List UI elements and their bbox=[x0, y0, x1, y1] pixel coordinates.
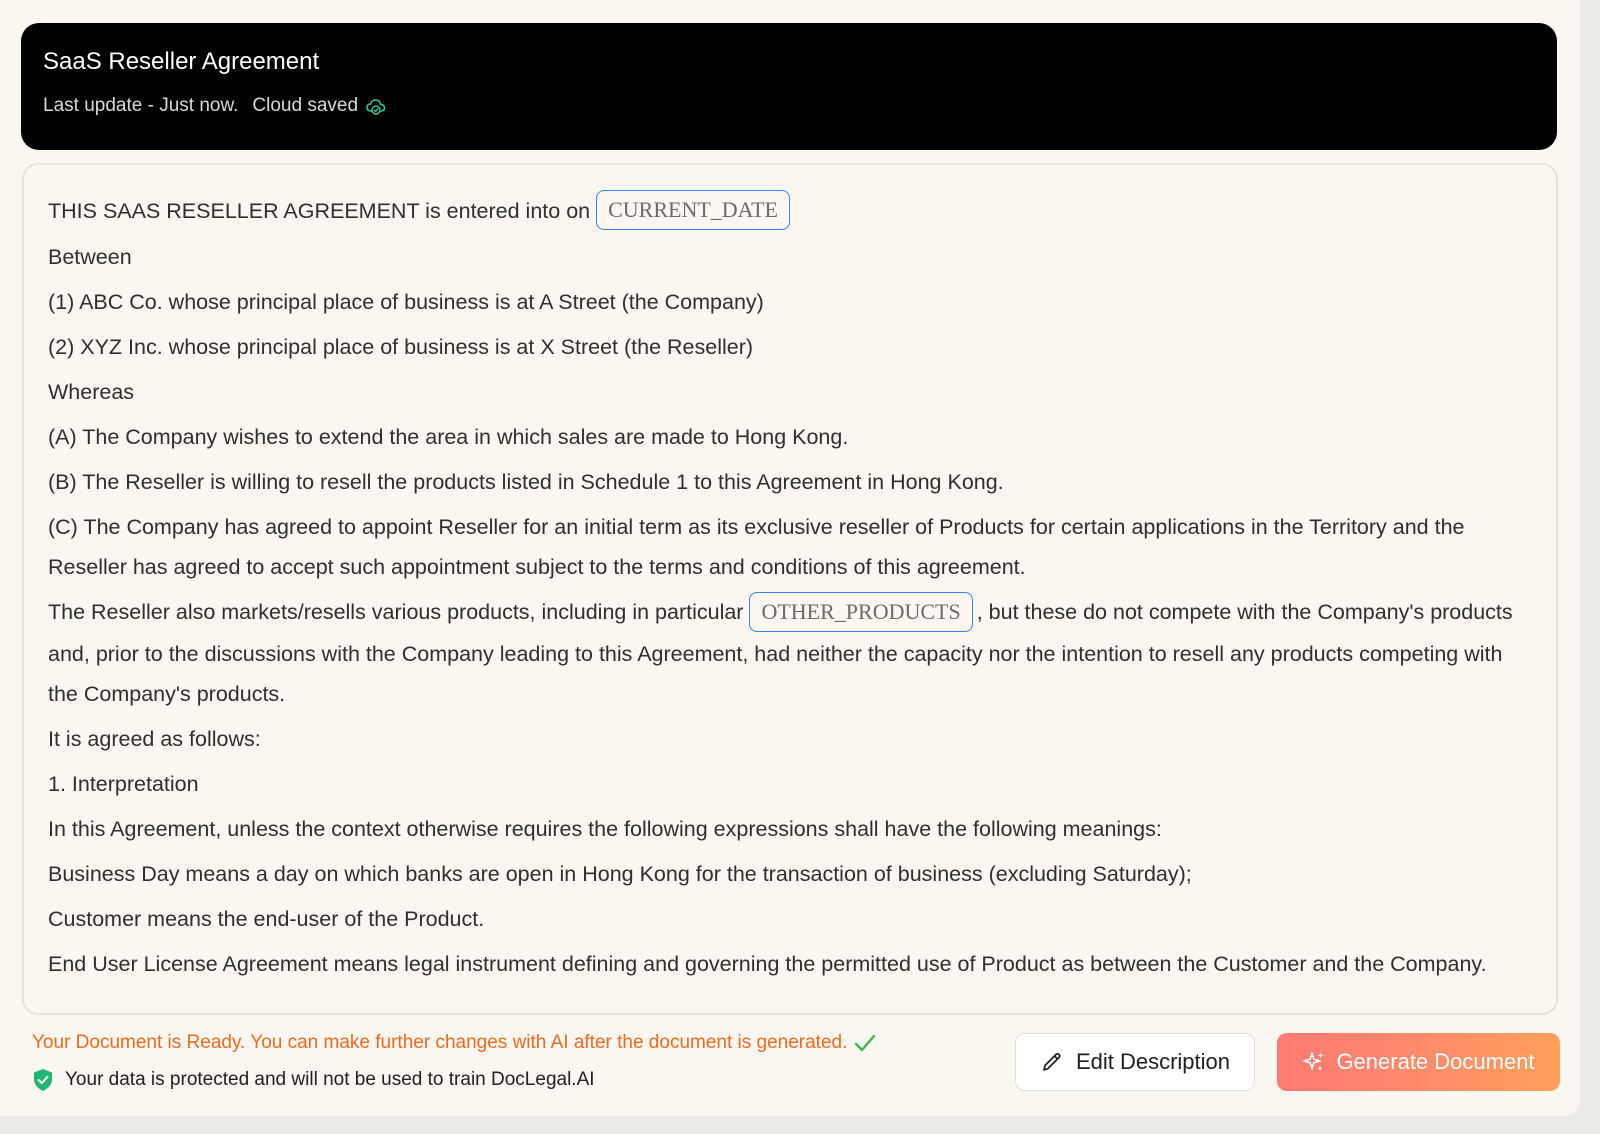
intro-text: THIS SAAS RESELLER AGREEMENT is entered into on bbox=[48, 199, 591, 223]
agreed-text: It is agreed as follows: bbox=[48, 726, 261, 751]
document-title: SaaS Reseller Agreement bbox=[43, 48, 320, 75]
definition-business-day: Business Day means a day on which banks are open in Hong Kong for the transaction of business (excluding Saturday); bbox=[48, 861, 1192, 886]
ready-notice-text: Your Document is Ready. You can make further changes with AI after the document is generated. bbox=[32, 1032, 848, 1053]
generate-document-label: Generate Document bbox=[1336, 1049, 1535, 1074]
recital-a: (A) The Company wishes to extend the area in which sales are made to Hong Kong. bbox=[48, 425, 849, 450]
last-update-text: Last update - Just now. bbox=[43, 95, 239, 116]
sparkle-icon bbox=[1302, 1050, 1326, 1074]
privacy-notice bbox=[32, 1067, 595, 1093]
generate-document-button[interactable] bbox=[1277, 1033, 1560, 1091]
edit-description-label: Edit Description bbox=[1075, 1049, 1231, 1074]
markets-text: The Reseller also markets/resells various products, including in particular bbox=[48, 600, 744, 625]
definition-eula: End User License Agreement means legal instrument defining and governing the permitted use of Product as between the Customer and the Company. bbox=[48, 951, 1487, 976]
markets-text-continued: , but these do not compete with the Company's products and, prior to the discussions with the Company leading to this Agreement, had neither the capacity nor the intention to resell any products competing with the Company's products. bbox=[48, 600, 1513, 706]
party-2: (2) XYZ Inc. whose principal place of business is at X Street (the Reseller) bbox=[48, 335, 754, 360]
document-meta bbox=[43, 94, 1535, 118]
whereas-heading: Whereas bbox=[48, 380, 135, 405]
interpretation-intro: In this Agreement, unless the context otherwise requires the following expressions shall have the following meanings: bbox=[48, 816, 1162, 841]
party-1: (1) ABC Co. whose principal place of business is at A Street (the Company) bbox=[48, 290, 764, 315]
section-heading-interpretation: 1. Interpretation bbox=[48, 771, 199, 796]
document-ready-notice bbox=[32, 1030, 877, 1056]
document-header bbox=[21, 23, 1557, 150]
checkmark-icon bbox=[853, 1032, 877, 1054]
definition-customer: Customer means the end-user of the Product. bbox=[48, 906, 485, 931]
recital-c: (C) The Company has agreed to appoint Reseller for an initial term as its exclusive reseller of Products for certain applications in the Territory and the Reseller has agreed to accept such appointment subject to the terms and conditions of this agreement. bbox=[48, 515, 1465, 580]
document-content bbox=[24, 165, 1556, 984]
document-preview[interactable] bbox=[22, 163, 1558, 1015]
recital-b: (B) The Reseller is willing to resell the products listed in Schedule 1 to this Agreement in Hong Kong. bbox=[48, 470, 1004, 495]
placeholder-other-products[interactable]: OTHER_PRODUCTS bbox=[749, 592, 972, 632]
edit-description-button[interactable] bbox=[1015, 1033, 1255, 1091]
markets-paragraph bbox=[48, 592, 1532, 713]
intro-paragraph bbox=[48, 191, 1532, 232]
between-heading: Between bbox=[48, 245, 132, 270]
pencil-icon bbox=[1040, 1050, 1064, 1074]
placeholder-current-date[interactable]: CURRENT_DATE bbox=[596, 190, 790, 230]
privacy-notice-text: Your data is protected and will not be used to train DocLegal.AI bbox=[65, 1069, 595, 1090]
cloud-check-icon bbox=[365, 96, 387, 116]
save-status-text: Cloud saved bbox=[252, 95, 359, 116]
shield-check-icon bbox=[32, 1068, 54, 1092]
